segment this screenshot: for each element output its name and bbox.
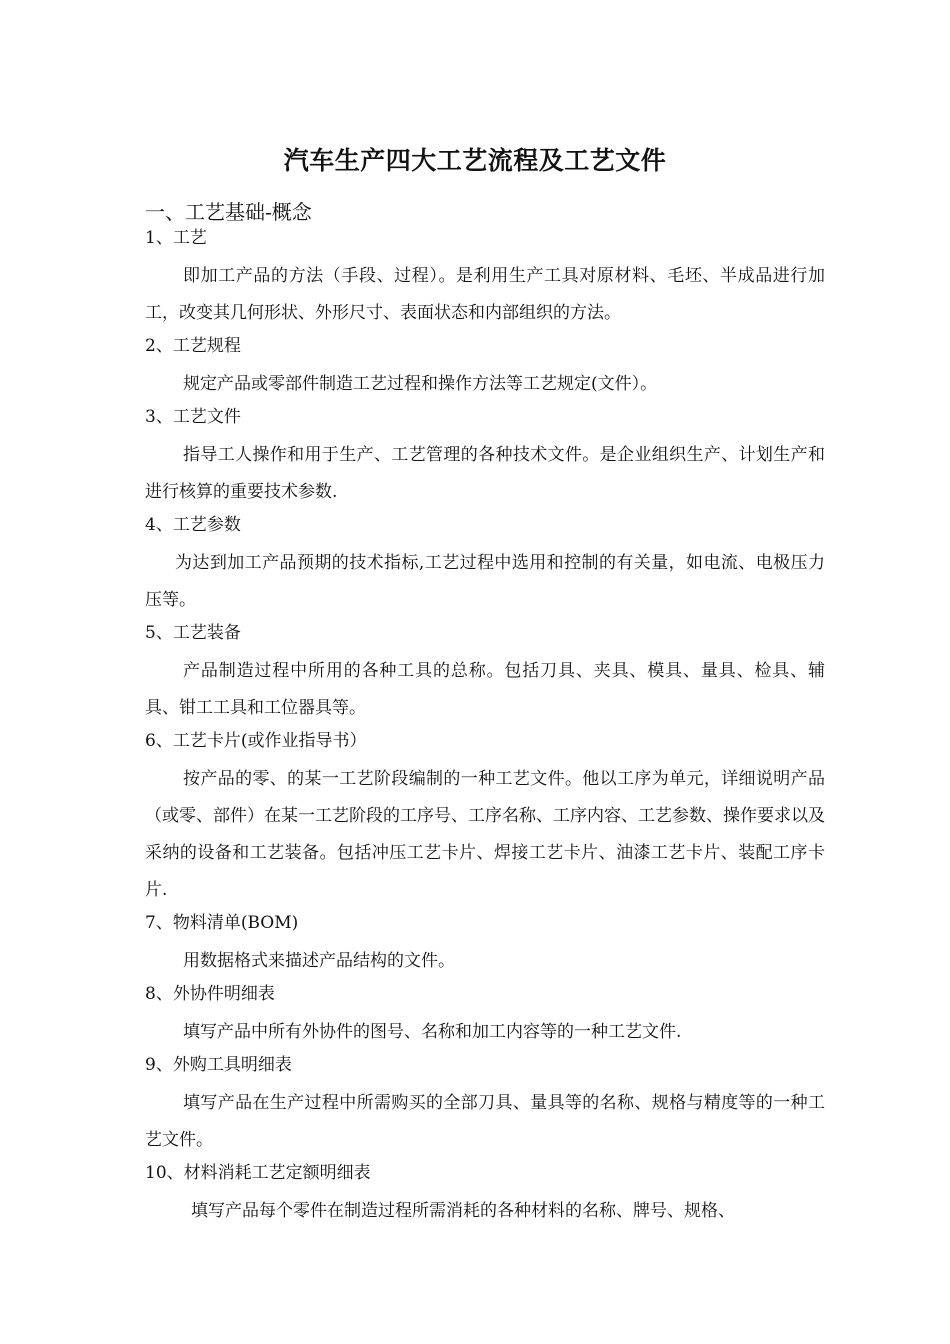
item-body: 填写产品在生产过程中所需购买的全部刀具、量具等的名称、规格与精度等的一种工艺文件。: [145, 1093, 825, 1150]
item-body: 规定产品或零部件制造工艺过程和操作方法等工艺规定(文件）。: [183, 374, 658, 394]
item-body: 填写产品每个零件在制造过程所需消耗的各种材料的名称、牌号、规格、: [191, 1201, 735, 1221]
item-heading: 8、外协件明细表: [145, 984, 275, 1004]
item-heading: 3、工艺文件: [145, 407, 241, 427]
item-body: 按产品的零、的某一工艺阶段编制的一种工艺文件。他以工序为单元，详细说明产品（或零、部件）在某一工艺阶段的工序号、工序名称、工序内容、工艺参数、操作要求以及采纳的设备和工艺装备。包括冲压工艺卡片、焊接工艺卡片、油漆工艺卡片、装配工序卡片.: [145, 769, 825, 900]
item-body: 指导工人操作和用于生产、工艺管理的各种技术文件。是企业组织生产、计划生产和进行核算的重要技术参数.: [145, 445, 825, 502]
item-heading: 1、工艺: [145, 228, 207, 248]
item-heading: 2、工艺规程: [145, 336, 241, 356]
section-heading: 一、工艺基础-概念: [145, 200, 312, 224]
item-heading: 5、工艺装备: [145, 623, 241, 643]
item-body: 用数据格式来描述产品结构的文件。: [183, 951, 455, 971]
page-title: 汽车生产四大工艺流程及工艺文件: [283, 146, 667, 175]
item-heading: 6、工艺卡片(或作业指导书）: [145, 731, 367, 751]
item-body: 即加工产品的方法（手段、过程）。是利用生产工具对原材料、毛坯、半成品进行加工，改变其几何形状、外形尺寸、表面状态和内部组织的方法。: [145, 266, 825, 323]
item-heading: 4、工艺参数: [145, 515, 241, 535]
item-heading: 9、外购工具明细表: [145, 1055, 292, 1075]
item-body: 为达到加工产品预期的技术指标,工艺过程中选用和控制的有关量，如电流、电极压力压等。: [145, 553, 825, 610]
item-heading: 10、材料消耗工艺定额明细表: [145, 1163, 371, 1183]
document-body: [145, 224, 825, 1230]
item-heading: 7、物料清单(BOM): [145, 913, 299, 933]
item-body: 产品制造过程中所用的各种工具的总称。包括刀具、夹具、模具、量具、检具、辅具、钳工工具和工位器具等。: [145, 661, 825, 718]
item-body: 填写产品中所有外协件的图号、名称和加工内容等的一种工艺文件.: [183, 1022, 682, 1042]
